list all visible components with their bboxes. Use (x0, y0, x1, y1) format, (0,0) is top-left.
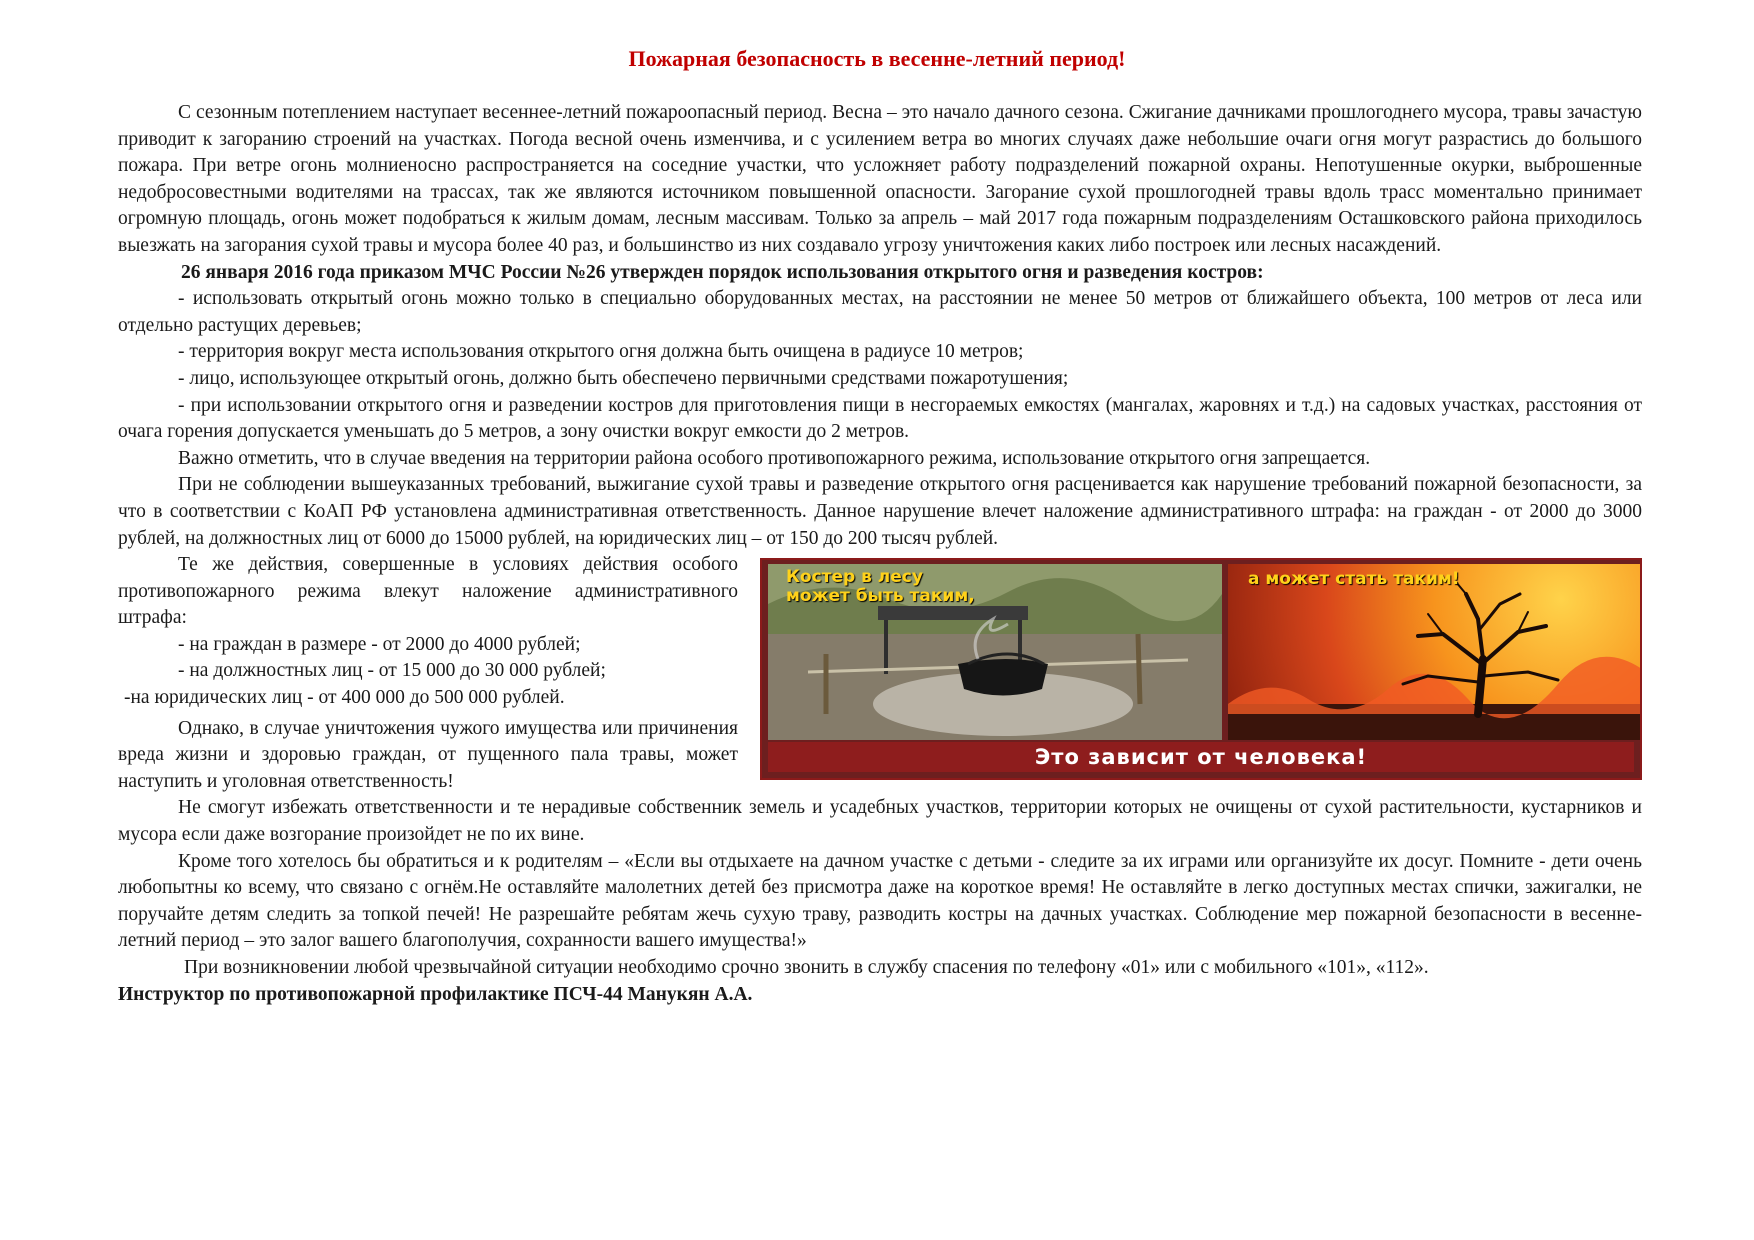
special-fines-intro: Те же действия, совершенные в условиях действия особого противопожарного режима влекут наложение административного штрафа: (118, 554, 738, 629)
rule-2: - территория вокруг места использования открытого огня должна быть очищена в радиусе 10 метров; (178, 341, 1024, 363)
caption-right: а может стать таким! (1248, 569, 1460, 590)
campfire-photo (768, 564, 1222, 740)
poster-banner: Это зависит от человека! (768, 742, 1634, 772)
criminal-paragraph: Однако, в случае уничтожения чужого имущества или причинения вреда жизни и здоровью граждан, от пущенного пала травы, может наступить и уголовная ответственность! (118, 717, 738, 792)
owners-paragraph: Не смогут избежать ответственности и те нерадивые собственник земель и усадебных участков, территории которых не очищены от сухой растительности, кустарников и мусора если даже возгорание произойдет не по их вине. (118, 797, 1642, 846)
special-fine-legal: -на юридических лиц - от 400 000 до 500 000 рублей. (124, 687, 565, 709)
intro-paragraph: С сезонным потеплением наступает весеннее-летний пожароопасный период. Весна – это начало дачного сезона. Сжигание дачниками прошлогоднего мусора, травы зачастую приводит к загоранию строений на участках. Погода весной очень изменчива, и с усилением ветра во многих случаях даже небольшие очаги огня могут разрастись до большого пожара. При ветре огонь молниеносно распространяется на соседние участки, что усложняет работу подразделений пожарной охраны. Непотушенные окурки, выброшенные недобросовестными водителями на трассах, так же являются источником повышенной опасности. Загорание сухой прошлогодней травы вдоль трасс моментально принимает огромную площадь, огонь может подобраться к жилым домам, лесным массивам. Только за апрель – май 2017 года пожарным подразделениям Осташковского района приходилось выезжать на загорания сухой травы и мусора более 40 раз, и большинство из них создавало угрозу уничтожения каких либо построек или лесных насаждений. (118, 102, 1642, 256)
special-fines-column (118, 552, 738, 795)
special-fine-citizens: - на граждан в размере - от 2000 до 4000 рублей; (178, 633, 581, 655)
special-regime-paragraph: Важно отметить, что в случае введения на территории района особого противопожарного режима, использование открытого огня запрещается. (178, 447, 1371, 469)
fire-safety-poster (760, 558, 1642, 780)
caption-left-line-2: может быть таким, (786, 586, 975, 607)
burning-tree-illustration (1228, 564, 1642, 740)
rule-3: - лицо, использующее открытый огонь, должно быть обеспечено первичными средствами пожаротушения; (178, 367, 1069, 389)
rule-4: - при использовании открытого огня и разведении костров для приготовления пищи в несгораемых емкостях (мангалах, жаровнях и т.д.) на садовых участках, расстояния от очага горения допускается уменьшать до 5 метров, а зону очистки вокруг емкости до 2 метров. (118, 394, 1642, 443)
emergency-paragraph: При возникновении любой чрезвычайной ситуации необходимо срочно звонить в службу спасения по телефону «01» или с мобильного «101», «112». (184, 957, 1429, 978)
document-body (118, 100, 1642, 1008)
fines-and-poster-section (118, 552, 1642, 795)
special-fine-officials: - на должностных лиц - от 15 000 до 30 000 рублей; (178, 660, 606, 682)
fines-paragraph: При не соблюдении вышеуказанных требований, выжигание сухой травы и разведение открытого огня расценивается как нарушение требований пожарной безопасности, за что в соответствии с КоАП РФ установлена административная ответственность. Данное нарушение влечет наложение административного штрафа: на граждан - от 2000 до 3000 рублей, на должностных лиц от 6000 до 15000 рублей, на юридических лиц – от 150 до 200 тысяч рублей. (118, 474, 1642, 549)
caption-left (786, 568, 975, 606)
rule-1: - использовать открытый огонь можно только в специально оборудованных местах, на расстоянии не менее 50 метров от ближайшего объекта, 100 метров от леса или отдельно растущих деревьев; (118, 288, 1642, 336)
document-title: Пожарная безопасность в весенне-летний период! (628, 46, 1126, 71)
wildfire-photo (1228, 564, 1642, 740)
signature: Инструктор по противопожарной профилактике ПСЧ-44 Манукян А.А. (118, 983, 753, 1005)
caption-left-line-1: Костер в лесу (786, 567, 923, 588)
order-heading: 26 января 2016 года приказом МЧС России №26 утвержден порядок использования открытого огня и разведения костров: (181, 261, 1264, 283)
parents-paragraph: Кроме того хотелось бы обратиться и к родителям – «Если вы отдыхаете на дачном участке с детьми - следите за их играми или организуйте их досуг. Помните - дети очень любопытны ко всему, что связано с огнём.Не оставляйте малолетних детей без присмотра даже на короткое время! Не оставляйте в легко доступных местах спички, зажигалки, не поручайте детям следить за топкой печей! Не разрешайте ребятам жечь сухую траву, разводить костры на дачных участках. Соблюдение мер пожарной безопасности в весенне-летний период – это залог вашего благополучия, сохранности вашего имущества!» (118, 850, 1642, 952)
